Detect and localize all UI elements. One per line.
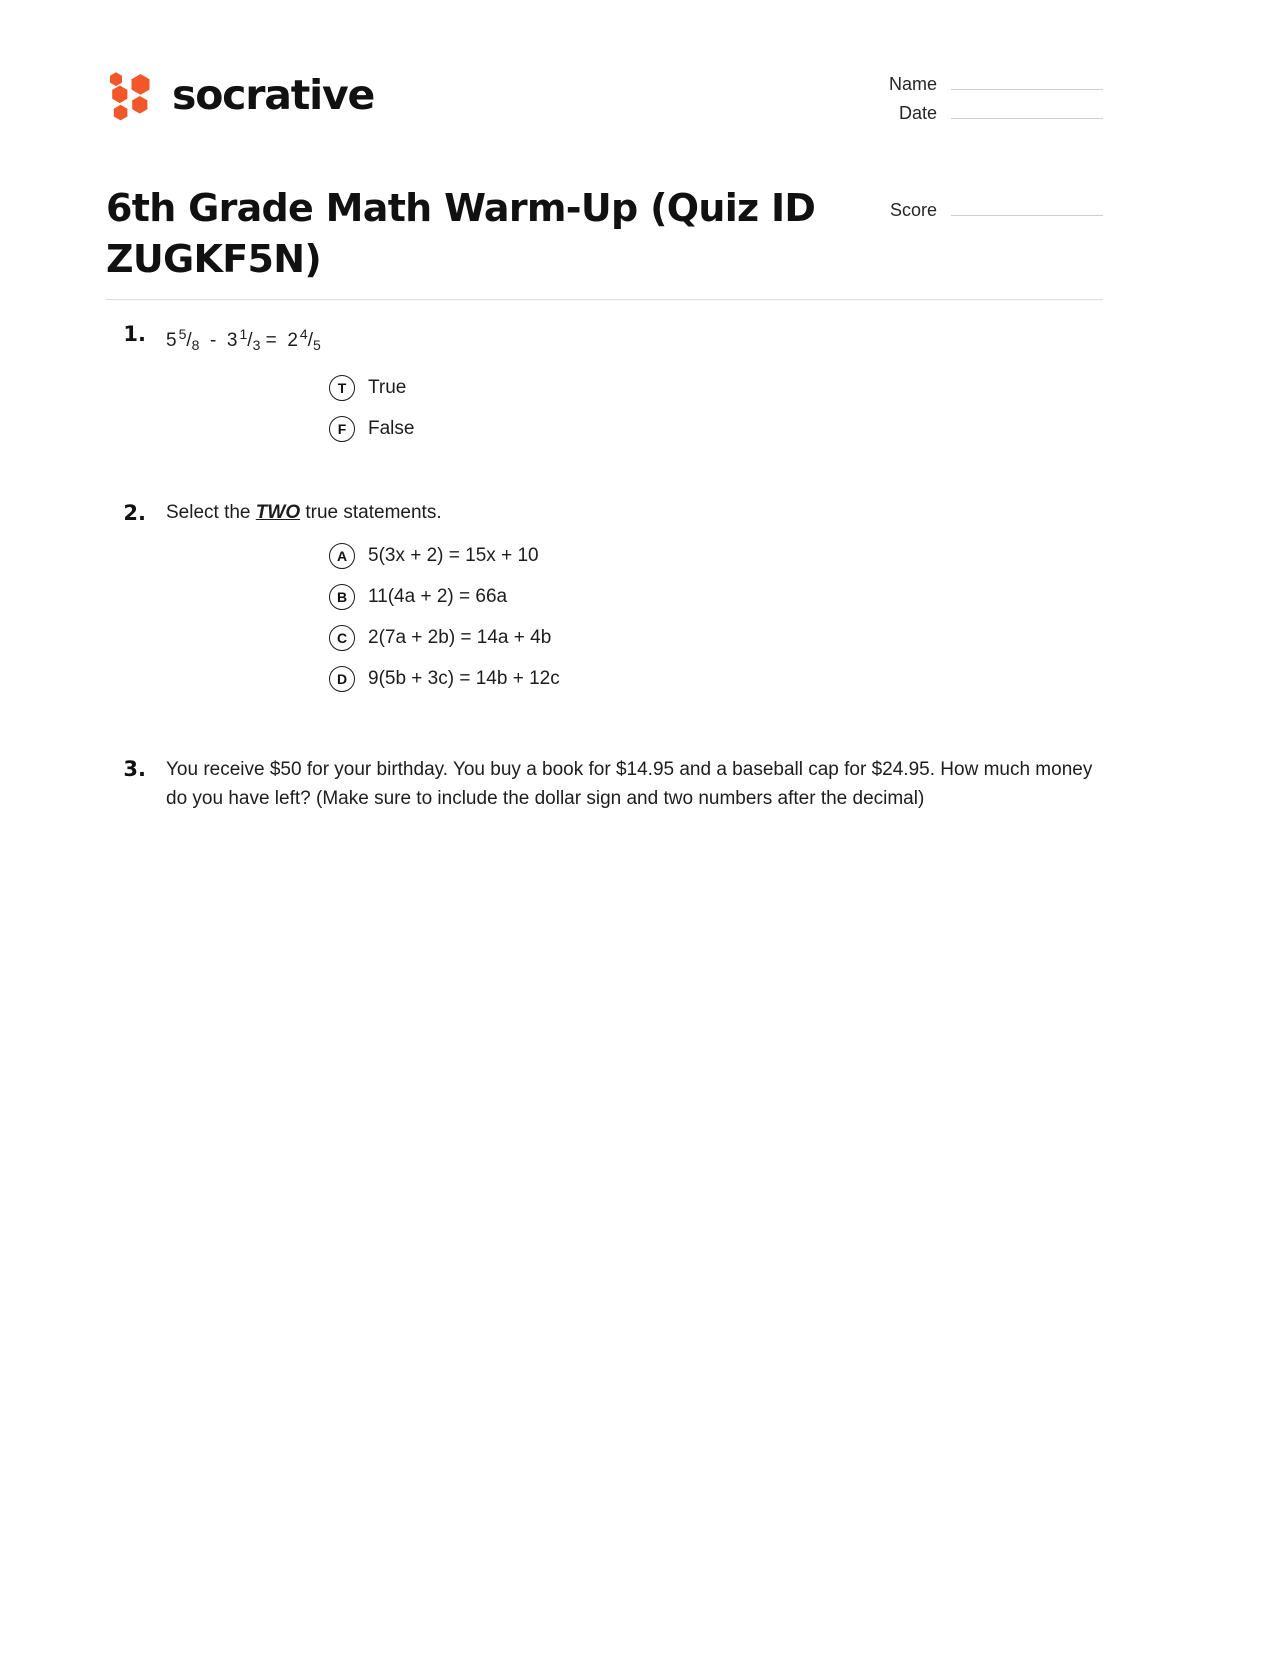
name-field-input[interactable] <box>951 72 1103 90</box>
q1-c-denominator: 5 <box>312 337 321 353</box>
choice-label-c: 2(7a + 2b) = 14a + 4b <box>368 626 552 648</box>
question-3-prompt: You receive $50 for your birthday. You buy a book for $14.95 and a baseball cap for $24.95. How much money do you have left? (Make sure to include the dollar sign and two numbers after the decimal) <box>166 759 1093 809</box>
choice-bubble-d[interactable]: D <box>329 666 355 692</box>
question-2-choices <box>166 535 1100 699</box>
choice-c[interactable] <box>166 617 1100 658</box>
question-1 <box>0 320 1275 449</box>
q1-c-numerator: 4 <box>299 326 308 342</box>
question-3-number: 3. <box>123 757 146 781</box>
q1-a-numerator: 5 <box>178 326 187 342</box>
choice-bubble-b[interactable]: B <box>329 584 355 610</box>
q1-b-whole: 3 <box>226 330 238 351</box>
hexagon-cluster-logo <box>106 69 158 121</box>
student-info-fields <box>873 72 1103 130</box>
q1-a-denominator: 8 <box>191 337 200 353</box>
choice-b[interactable] <box>166 576 1100 617</box>
page-header <box>0 0 1275 300</box>
score-field-label: Score <box>889 200 937 220</box>
spacer <box>0 449 1275 499</box>
question-1-choices <box>166 367 1100 449</box>
date-field-row <box>873 101 1103 130</box>
page-title: 6th Grade Math Warm-Up (Quiz ID ZUGKF5N) <box>106 186 816 281</box>
q1-c-whole: 2 <box>287 330 298 351</box>
q2-prompt-after: true statements. <box>300 502 442 523</box>
q1-operator: - <box>210 330 217 351</box>
score-field-row <box>873 198 1103 227</box>
name-field-row <box>873 72 1103 101</box>
q1-b-numerator: 1 <box>239 326 248 342</box>
date-field-input[interactable] <box>951 101 1103 119</box>
choice-label-b: 11(4a + 2) = 66a <box>368 585 508 607</box>
q1-a-whole: 5 <box>166 330 177 351</box>
choice-label-a: 5(3x + 2) = 15x + 10 <box>368 544 539 566</box>
choice-bubble-f[interactable]: F <box>329 416 355 442</box>
spacer <box>0 699 1275 755</box>
choice-d[interactable] <box>166 658 1100 699</box>
name-field-label: Name <box>888 74 937 94</box>
header-divider <box>106 299 1103 300</box>
choice-true[interactable] <box>166 367 1100 408</box>
q1-equals: = <box>265 330 277 351</box>
choice-false[interactable] <box>166 408 1100 449</box>
brand <box>106 64 374 126</box>
question-2 <box>0 499 1275 699</box>
questions-list <box>0 320 1275 813</box>
choice-label-true: True <box>368 376 407 398</box>
question-3 <box>0 755 1275 813</box>
q2-prompt-before: Select the <box>166 502 256 523</box>
choice-label-d: 9(5b + 3c) = 14b + 12c <box>368 667 560 689</box>
choice-bubble-a[interactable]: A <box>329 543 355 569</box>
q1-b-denominator: 3 <box>252 337 261 353</box>
question-2-prompt <box>166 499 1100 527</box>
choice-a[interactable] <box>166 535 1100 576</box>
date-field-label: Date <box>898 103 937 123</box>
q2-prompt-emphasis: TWO <box>255 502 301 523</box>
question-2-number: 2. <box>123 501 146 525</box>
question-1-number: 1. <box>123 322 146 346</box>
brand-name: socrative <box>172 70 375 119</box>
choice-bubble-c[interactable]: C <box>329 625 355 651</box>
choice-label-false: False <box>368 417 415 439</box>
score-field-input[interactable] <box>951 198 1103 216</box>
choice-bubble-t[interactable]: T <box>329 375 355 401</box>
question-1-prompt: 5 $^5/_8 - 3$ $^1/_3 = 2$ $^4/_5$ <box>166 326 321 353</box>
